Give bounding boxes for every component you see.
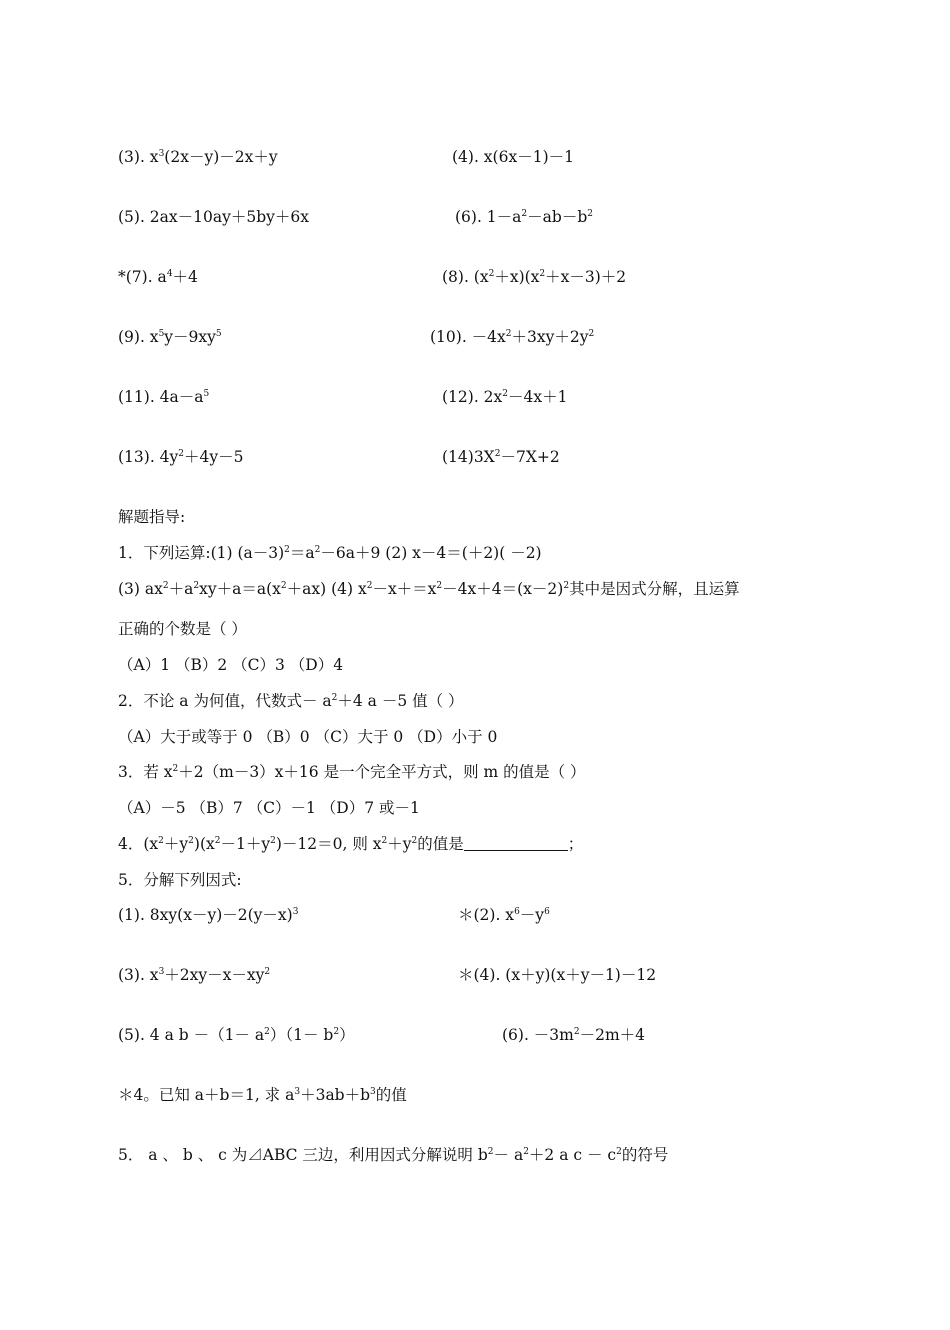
q5-item-2: ＊(2). $x^6-y^6$ <box>458 906 550 924</box>
q1-line-3: 正确的个数是（ ） <box>118 620 247 638</box>
exercise-3: (3). $x^3(2x-y)-2x+y$ <box>118 148 278 166</box>
q5-item-6: (6). $-3m^2-2m+4$ <box>502 1026 646 1044</box>
q2-options: （A）大于或等于 0 （B）0 （C）大于 0 （D）小于 0 <box>118 728 498 746</box>
exercise-14: $(14)3X^2-7X+2$ <box>442 448 560 466</box>
exercise-11: (11). $4a-a^5$ <box>118 388 210 406</box>
q5-item-5: (5). 4 a $b -(1- a^2)(1- b^2)$ <box>118 1026 355 1044</box>
exercise-5: (5). 2ax－10ay＋5by＋6x <box>118 208 310 226</box>
q2-stem: 2．不论 a 为何值，代数式－ $a^2+4$ a －5 值（ ） <box>118 692 464 710</box>
problem-star-4: ＊4。已知 a＋b＝1, 求 $a^3+3ab+b^3$的值 <box>118 1086 407 1104</box>
q1-line-1: 1．下列运算:(1) $(a-3)^2=a^2-6a+9$ (2) x－4＝(＋2)( －2) <box>118 544 542 562</box>
exercise-12: (12). $2x^2-4x+1$ <box>442 388 568 406</box>
q3-options: （A）－5 （B）7 （C）－1 （D）7 或－1 <box>118 799 420 817</box>
exercise-10: (10). $-4x^2+3xy+2y^2$ <box>430 328 595 346</box>
exercise-6: (6). $1-a^2-ab-b^2$ <box>455 208 593 226</box>
exercise-13: (13). $4y^2+4y-5$ <box>118 448 244 466</box>
q4-stem: 4．$(x^2+y^2)(x^2-1+y^2)-12=0$, 则 $x^2+y^2$的值是 ； <box>118 835 584 853</box>
q3-stem: 3．若 $x^2+2(m-3)x+16$ 是一个完全平方式，则 m 的值是（ ） <box>118 763 586 781</box>
q5-heading: 5．分解下列因式: <box>118 871 242 889</box>
exercise-8: (8). $(x^2+x)(x^2+x-3)+2$ <box>442 268 627 286</box>
q5-item-4: ＊(4). (x＋y)(x＋y－1)－12 <box>458 966 657 984</box>
q1-line-2: (3) $ax^2+a^2xy+a=a(x^2+ax)$ (4) $x^2-x+=x^2-4x+4=(x-2)^2$其中是因式分解，且运算 <box>118 580 740 598</box>
exercise-9: (9). $x^5y-9xy^5$ <box>118 328 222 346</box>
exercise-7: *(7). $a^4+4$ <box>118 268 198 286</box>
exercise-4: (4). x(6x－1)－1 <box>452 148 574 166</box>
answer-blank <box>464 835 568 851</box>
q5-item-3: (3). $x^3+2xy-x-xy^2$ <box>118 966 271 984</box>
guide-heading: 解题指导: <box>118 508 186 526</box>
problem-5-triangle: 5． a 、 b 、 c 为⊿ABC 三边，利用因式分解说明 $b^2- a^2+2$ a $c - c^2$的符号 <box>118 1146 669 1164</box>
q1-options: （A）1 （B）2 （C）3 （D）4 <box>118 656 344 674</box>
q5-item-1: (1). $8xy(x-y)-2(y-x)^3$ <box>118 906 299 924</box>
